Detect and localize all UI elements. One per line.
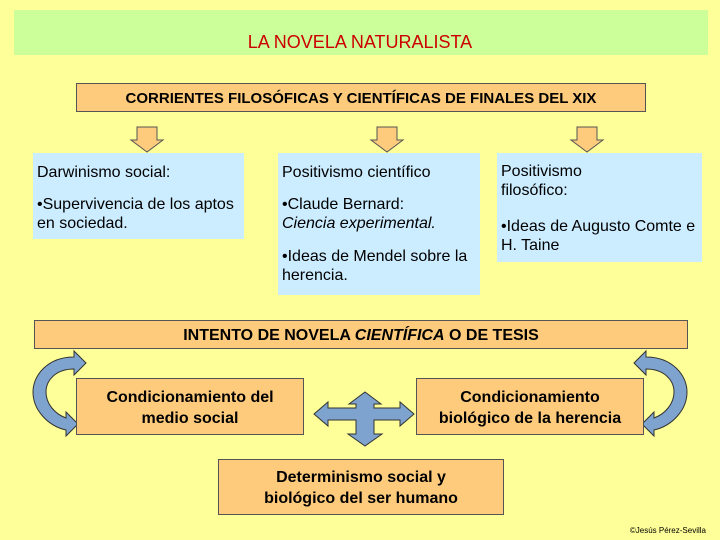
down-arrow-icon	[131, 127, 603, 152]
darwinismo-box	[33, 153, 244, 239]
mendel-text: •Ideas de Mendel sobre la herencia.	[282, 248, 468, 284]
determinismo-text: Determinismo social y biológico del ser humano	[264, 469, 458, 507]
herencia-text: Condicionamiento biológico de la herencia	[438, 389, 622, 427]
intento-italic: CIENTÍFICA	[354, 327, 445, 344]
bernard-text	[282, 195, 476, 233]
positivismo-filosofico-box	[497, 153, 702, 262]
intento-part1: INTENTO DE NOVELA	[183, 327, 355, 344]
positivismo-filosofico-heading: Positivismo filosófico:	[501, 163, 582, 199]
page-title: LA NOVELA NATURALISTA	[247, 32, 473, 52]
darwinismo-heading: Darwinismo social:	[37, 164, 171, 181]
medio-social-text: Condicionamiento del medio social	[106, 389, 274, 427]
positivismo-filosofico-text: •Ideas de Augusto Comte e H. Taine	[501, 218, 696, 254]
copyright: ©Jesús Pérez-Sevilla	[629, 526, 706, 535]
medio-social-box	[76, 378, 304, 435]
intento-part2: O DE TESIS	[444, 327, 539, 344]
herencia-box	[416, 378, 644, 435]
intento-banner	[34, 320, 688, 349]
bernard-italic: Ciencia experimental.	[282, 215, 436, 232]
three-way-arrow-icon	[314, 392, 414, 446]
intento-text	[35, 326, 687, 346]
positivismo-cientifico-box	[278, 153, 480, 295]
bernard-prefix: •Claude Bernard:	[282, 196, 405, 213]
corrientes-text: CORRIENTES FILOSÓFICAS Y CIENTÍFICAS DE FINALES DEL XIX	[125, 90, 597, 107]
darwinismo-text: •Supervivencia de los aptos en sociedad.	[37, 196, 234, 232]
determinismo-box	[218, 459, 504, 515]
positivismo-cientifico-heading: Positivismo científico	[282, 164, 431, 181]
